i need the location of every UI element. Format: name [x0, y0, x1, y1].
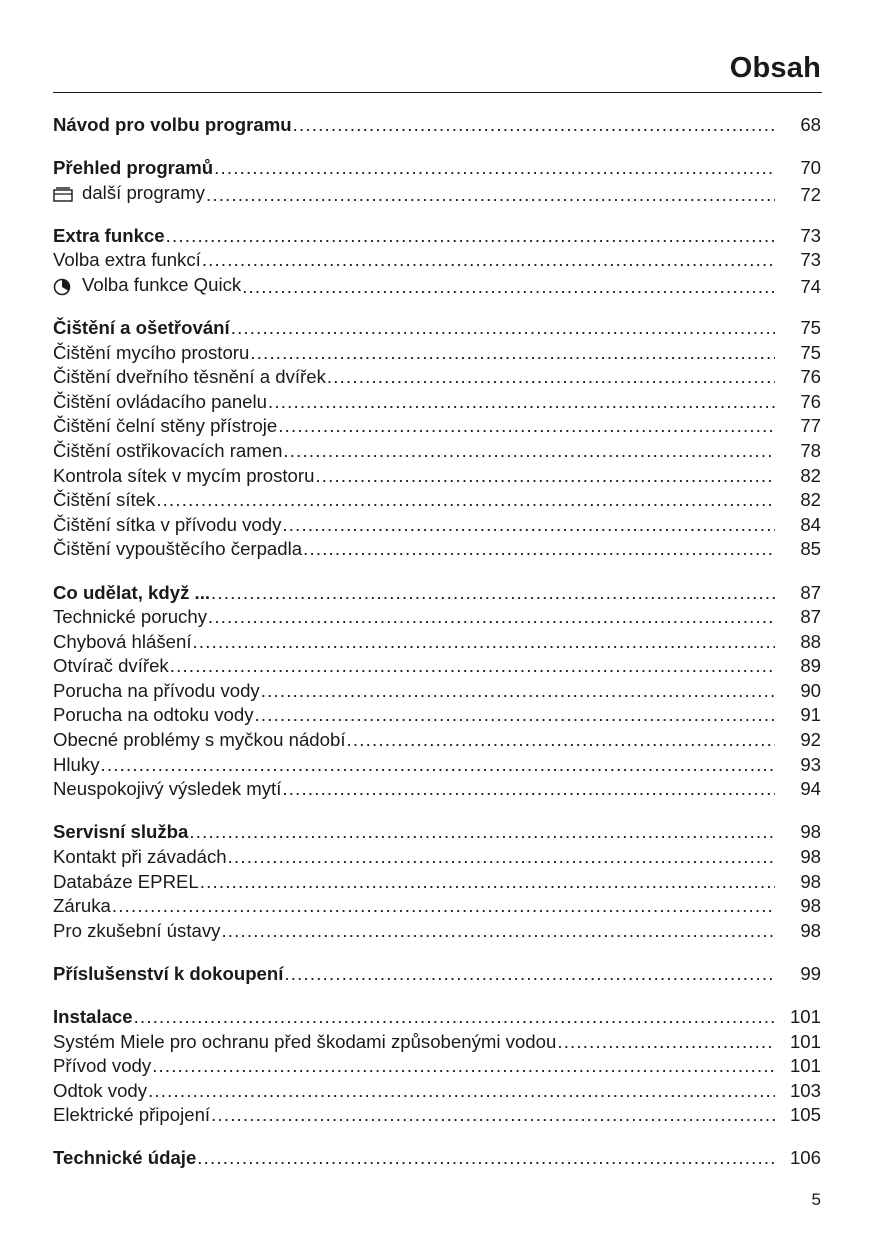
toc-entry-label	[53, 1146, 196, 1171]
toc-entry-text: Přívod vody	[53, 1055, 152, 1077]
toc-entry-row[interactable]	[53, 777, 821, 802]
toc-heading-row[interactable]	[53, 1146, 821, 1171]
toc-entry-label	[53, 845, 227, 870]
toc-dot-leader	[228, 845, 775, 870]
toc-dot-leader	[112, 894, 775, 919]
toc-page-number: 98	[800, 845, 821, 867]
toc-heading-row[interactable]	[53, 962, 821, 987]
toc-page-number: 84	[800, 513, 821, 535]
toc-dot-leader	[208, 605, 775, 630]
toc-dot-leader	[170, 654, 775, 679]
toc-dot-leader	[261, 679, 775, 704]
toc-heading-row[interactable]	[53, 156, 821, 181]
toc-entry-label	[53, 605, 207, 630]
toc-page-number: 70	[800, 157, 821, 179]
toc-page-number: 78	[800, 440, 821, 462]
toc-entry-label	[53, 753, 100, 778]
toc-entry-row[interactable]	[53, 605, 821, 630]
toc-entry-label	[53, 341, 249, 366]
toc-entry-text: Čištění a ošetřování	[53, 317, 230, 339]
toc-entry-label	[53, 1030, 556, 1055]
toc-section	[53, 156, 821, 205]
toc-section	[53, 224, 821, 298]
toc-entry-label	[53, 156, 213, 181]
toc-entry-row[interactable]	[53, 1054, 821, 1079]
toc-page-number: 91	[800, 704, 821, 726]
toc-entry-label	[53, 894, 111, 919]
toc-dot-leader	[211, 1103, 775, 1128]
toc-page-number: 68	[800, 114, 821, 135]
toc-entry-row[interactable]	[53, 845, 821, 870]
toc-page-number: 99	[800, 962, 821, 984]
toc-dot-leader	[231, 316, 775, 341]
toc-section	[53, 1005, 821, 1128]
toc-page-number: 76	[800, 390, 821, 412]
toc-entry-label	[53, 870, 199, 895]
toc-dot-leader	[156, 488, 775, 513]
toc-entry-label	[53, 728, 346, 753]
toc-entry-text: Čištění ostřikovacích ramen	[53, 440, 283, 462]
toc-dot-leader	[193, 630, 775, 655]
toc-entry-text: Volba funkce Quick	[82, 273, 242, 295]
toc-dot-leader	[242, 275, 775, 300]
toc-entry-label	[53, 679, 260, 704]
toc-dot-leader	[200, 870, 775, 895]
toc-entry-row[interactable]	[53, 703, 821, 728]
toc-page-number: 98	[800, 895, 821, 917]
toc-page-number: 85	[800, 538, 821, 560]
toc-page-number: 94	[800, 778, 821, 800]
toc-dot-leader	[283, 439, 775, 464]
toc-dot-leader	[166, 224, 775, 249]
toc-dot-leader	[327, 365, 775, 390]
toc-entry-label	[53, 513, 281, 538]
toc-heading-row[interactable]	[53, 820, 821, 845]
toc-entry-row[interactable]	[53, 630, 821, 655]
toc-entry-row[interactable]	[53, 248, 821, 273]
toc-entry-label	[53, 777, 281, 802]
toc-entry-label	[53, 537, 302, 562]
toc-entry-label	[53, 654, 169, 679]
toc-entry-text: Databáze EPREL	[53, 870, 199, 892]
toc-entry-text: Servisní služba	[53, 821, 189, 843]
toc-entry-label	[53, 248, 201, 273]
toc-entry-row[interactable]	[53, 654, 821, 679]
toc-dot-leader	[189, 820, 775, 845]
toc-page-number: 106	[789, 1147, 821, 1169]
toc-entry-label	[53, 1054, 151, 1079]
toc-entry-label	[53, 488, 155, 513]
toc-entry-row[interactable]	[53, 537, 821, 562]
toc-entry-text: Porucha na odtoku vody	[53, 704, 254, 726]
toc-section	[53, 820, 821, 943]
toc-entry-label	[53, 919, 220, 944]
toc-entry-text: Extra funkce	[53, 224, 165, 246]
toc-heading-row[interactable]	[53, 581, 821, 606]
toc-page-number: 73	[800, 249, 821, 271]
toc-entry-row[interactable]	[53, 894, 821, 919]
toc-dot-leader	[268, 390, 775, 415]
toc-section	[53, 962, 821, 987]
toc-entry-row[interactable]	[53, 513, 821, 538]
toc-page-number: 74	[800, 276, 821, 298]
toc-page-number: 82	[800, 464, 821, 486]
toc-entry-text: Čištění dveřního těsnění a dvířek	[53, 366, 326, 388]
toc-entry-text: Hluky	[53, 753, 100, 775]
toc-dot-leader	[197, 1146, 775, 1171]
toc-entry-row[interactable]	[53, 728, 821, 753]
toc-entry-label	[53, 464, 314, 489]
toc-entry-row[interactable]	[53, 464, 821, 489]
toc-entry-text: Otvírač dvířek	[53, 655, 169, 677]
toc-dot-leader	[211, 581, 775, 606]
toc-dot-leader	[221, 919, 775, 944]
toc-entry-row[interactable]	[53, 753, 821, 778]
toc-dot-leader	[134, 1005, 775, 1030]
toc-entry-row[interactable]	[53, 919, 821, 944]
toc-entry-row[interactable]	[53, 439, 821, 464]
toc-page-number: 76	[800, 366, 821, 388]
toc-heading-row[interactable]	[53, 1005, 821, 1030]
toc-dot-leader	[250, 341, 775, 366]
toc-section	[53, 316, 821, 562]
toc-heading-row[interactable]	[53, 224, 821, 249]
toc-entry-text: Technické poruchy	[53, 606, 207, 628]
toc-page-number: 92	[800, 729, 821, 751]
toc-entry-label	[53, 414, 277, 439]
toc-dot-leader	[282, 513, 775, 538]
toc-entry-text: Co udělat, když ...	[53, 581, 211, 603]
toc-entry-row[interactable]	[53, 1030, 821, 1055]
toc-page-number: 87	[800, 581, 821, 603]
toc-entry-text: Čištění mycího prostoru	[53, 341, 250, 363]
toc-entry-label	[53, 1103, 210, 1128]
toc-page-number: 90	[800, 679, 821, 701]
toc-dot-leader	[202, 248, 775, 273]
toc-dot-leader	[347, 728, 776, 753]
toc-entry-label	[53, 439, 282, 464]
toc-dot-leader	[303, 537, 775, 562]
toc-entry-text: Záruka	[53, 895, 111, 917]
toc-page-number: 89	[800, 655, 821, 677]
toc-entry-text: Čištění čelní stěny přístroje	[53, 415, 278, 437]
toc-entry-row[interactable]	[53, 488, 821, 513]
toc-dot-leader	[214, 156, 775, 181]
toc-entry-row[interactable]	[53, 390, 821, 415]
title-divider	[53, 92, 822, 93]
toc-entry-text: Technické údaje	[53, 1147, 197, 1169]
toc-entry-text: další programy	[82, 181, 205, 203]
toc-page-number: 88	[800, 630, 821, 652]
toc-entry-row[interactable]	[53, 181, 821, 206]
toc-entry-text: Čištění ovládacího panelu	[53, 390, 267, 412]
toc-entry-row[interactable]	[53, 365, 821, 390]
toc-entry-label	[53, 224, 165, 249]
toc-entry-text: Elektrické připojení	[53, 1104, 211, 1126]
table-of-contents	[53, 113, 821, 1189]
toc-entry-text: Kontrola sítek v mycím prostoru	[53, 464, 315, 486]
toc-dot-leader	[206, 183, 775, 208]
toc-section	[53, 1146, 821, 1171]
toc-page-number: 87	[800, 606, 821, 628]
toc-entry-text: Volba extra funkcí	[53, 249, 201, 271]
page-title: Obsah	[729, 52, 821, 84]
toc-entry-row[interactable]	[53, 414, 821, 439]
toc-page-number: 82	[800, 489, 821, 511]
toc-section	[53, 113, 821, 138]
toc-page-number: 101	[789, 1005, 821, 1027]
toc-entry-row[interactable]	[53, 273, 821, 298]
toc-dot-leader	[284, 962, 775, 987]
programs-icon	[53, 186, 73, 202]
toc-dot-leader	[101, 753, 776, 778]
toc-page-number: 98	[800, 821, 821, 843]
toc-entry-text: Obecné problémy s myčkou nádobí	[53, 729, 346, 751]
toc-dot-leader	[293, 113, 775, 138]
toc-dot-leader	[557, 1030, 775, 1055]
toc-entry-label	[53, 703, 254, 728]
toc-entry-text: Systém Miele pro ochranu před škodami způsobenými vodou	[53, 1030, 557, 1052]
toc-entry-text: Porucha na přívodu vody	[53, 679, 260, 701]
page-number: 5	[811, 1190, 821, 1209]
toc-page-number: 75	[800, 341, 821, 363]
toc-section	[53, 581, 821, 802]
toc-entry-row[interactable]	[53, 870, 821, 895]
toc-dot-leader	[148, 1079, 775, 1104]
toc-entry-text: Instalace	[53, 1005, 133, 1027]
toc-page-number: 98	[800, 919, 821, 941]
toc-entry-label	[53, 316, 230, 341]
toc-entry-text: Přehled programů	[53, 157, 214, 179]
toc-page-number: 101	[789, 1030, 821, 1052]
toc-page-number: 105	[789, 1104, 821, 1126]
toc-entry-label	[53, 113, 292, 138]
toc-entry-text: Čištění vypouštěcího čerpadla	[53, 538, 303, 560]
toc-page-number: 93	[800, 753, 821, 775]
toc-entry-text: Čištění sítek	[53, 489, 156, 511]
toc-page-number: 77	[800, 415, 821, 437]
toc-entry-row[interactable]	[53, 1079, 821, 1104]
toc-entry-label	[53, 820, 188, 845]
toc-entry-text: Návod pro volbu programu	[53, 114, 292, 135]
toc-page-number: 73	[800, 224, 821, 246]
toc-entry-label	[53, 390, 267, 415]
toc-entry-text: Pro zkušební ústavy	[53, 919, 221, 941]
toc-page-number: 101	[789, 1055, 821, 1077]
toc-entry-label	[53, 630, 192, 655]
toc-page-number: 72	[800, 183, 821, 205]
toc-entry-text: Odtok vody	[53, 1079, 148, 1101]
toc-dot-leader	[255, 703, 775, 728]
toc-entry-text: Kontakt při závadách	[53, 845, 227, 867]
toc-entry-label	[53, 1005, 133, 1030]
toc-dot-leader	[278, 414, 775, 439]
toc-entry-label	[53, 273, 241, 298]
toc-entry-text: Neuspokojivý výsledek mytí	[53, 778, 282, 800]
toc-entry-label	[53, 181, 205, 206]
toc-entry-label	[53, 962, 283, 987]
toc-entry-row[interactable]	[53, 679, 821, 704]
toc-heading-row[interactable]	[53, 316, 821, 341]
toc-page-number: 98	[800, 870, 821, 892]
toc-page-number: 75	[800, 317, 821, 339]
toc-entry-text: Čištění sítka v přívodu vody	[53, 513, 282, 535]
toc-entry-label	[53, 581, 210, 606]
toc-entry-row[interactable]	[53, 1103, 821, 1128]
toc-dot-leader	[315, 464, 775, 489]
toc-heading-row[interactable]	[53, 113, 821, 138]
toc-dot-leader	[282, 777, 775, 802]
toc-dot-leader	[152, 1054, 775, 1079]
toc-page-number: 103	[789, 1079, 821, 1101]
quick-timer-icon	[53, 278, 73, 294]
toc-entry-text: Chybová hlášení	[53, 630, 192, 652]
toc-entry-label	[53, 365, 326, 390]
toc-entry-row[interactable]	[53, 341, 821, 366]
toc-entry-text: Příslušenství k dokoupení	[53, 962, 284, 984]
toc-entry-label	[53, 1079, 147, 1104]
